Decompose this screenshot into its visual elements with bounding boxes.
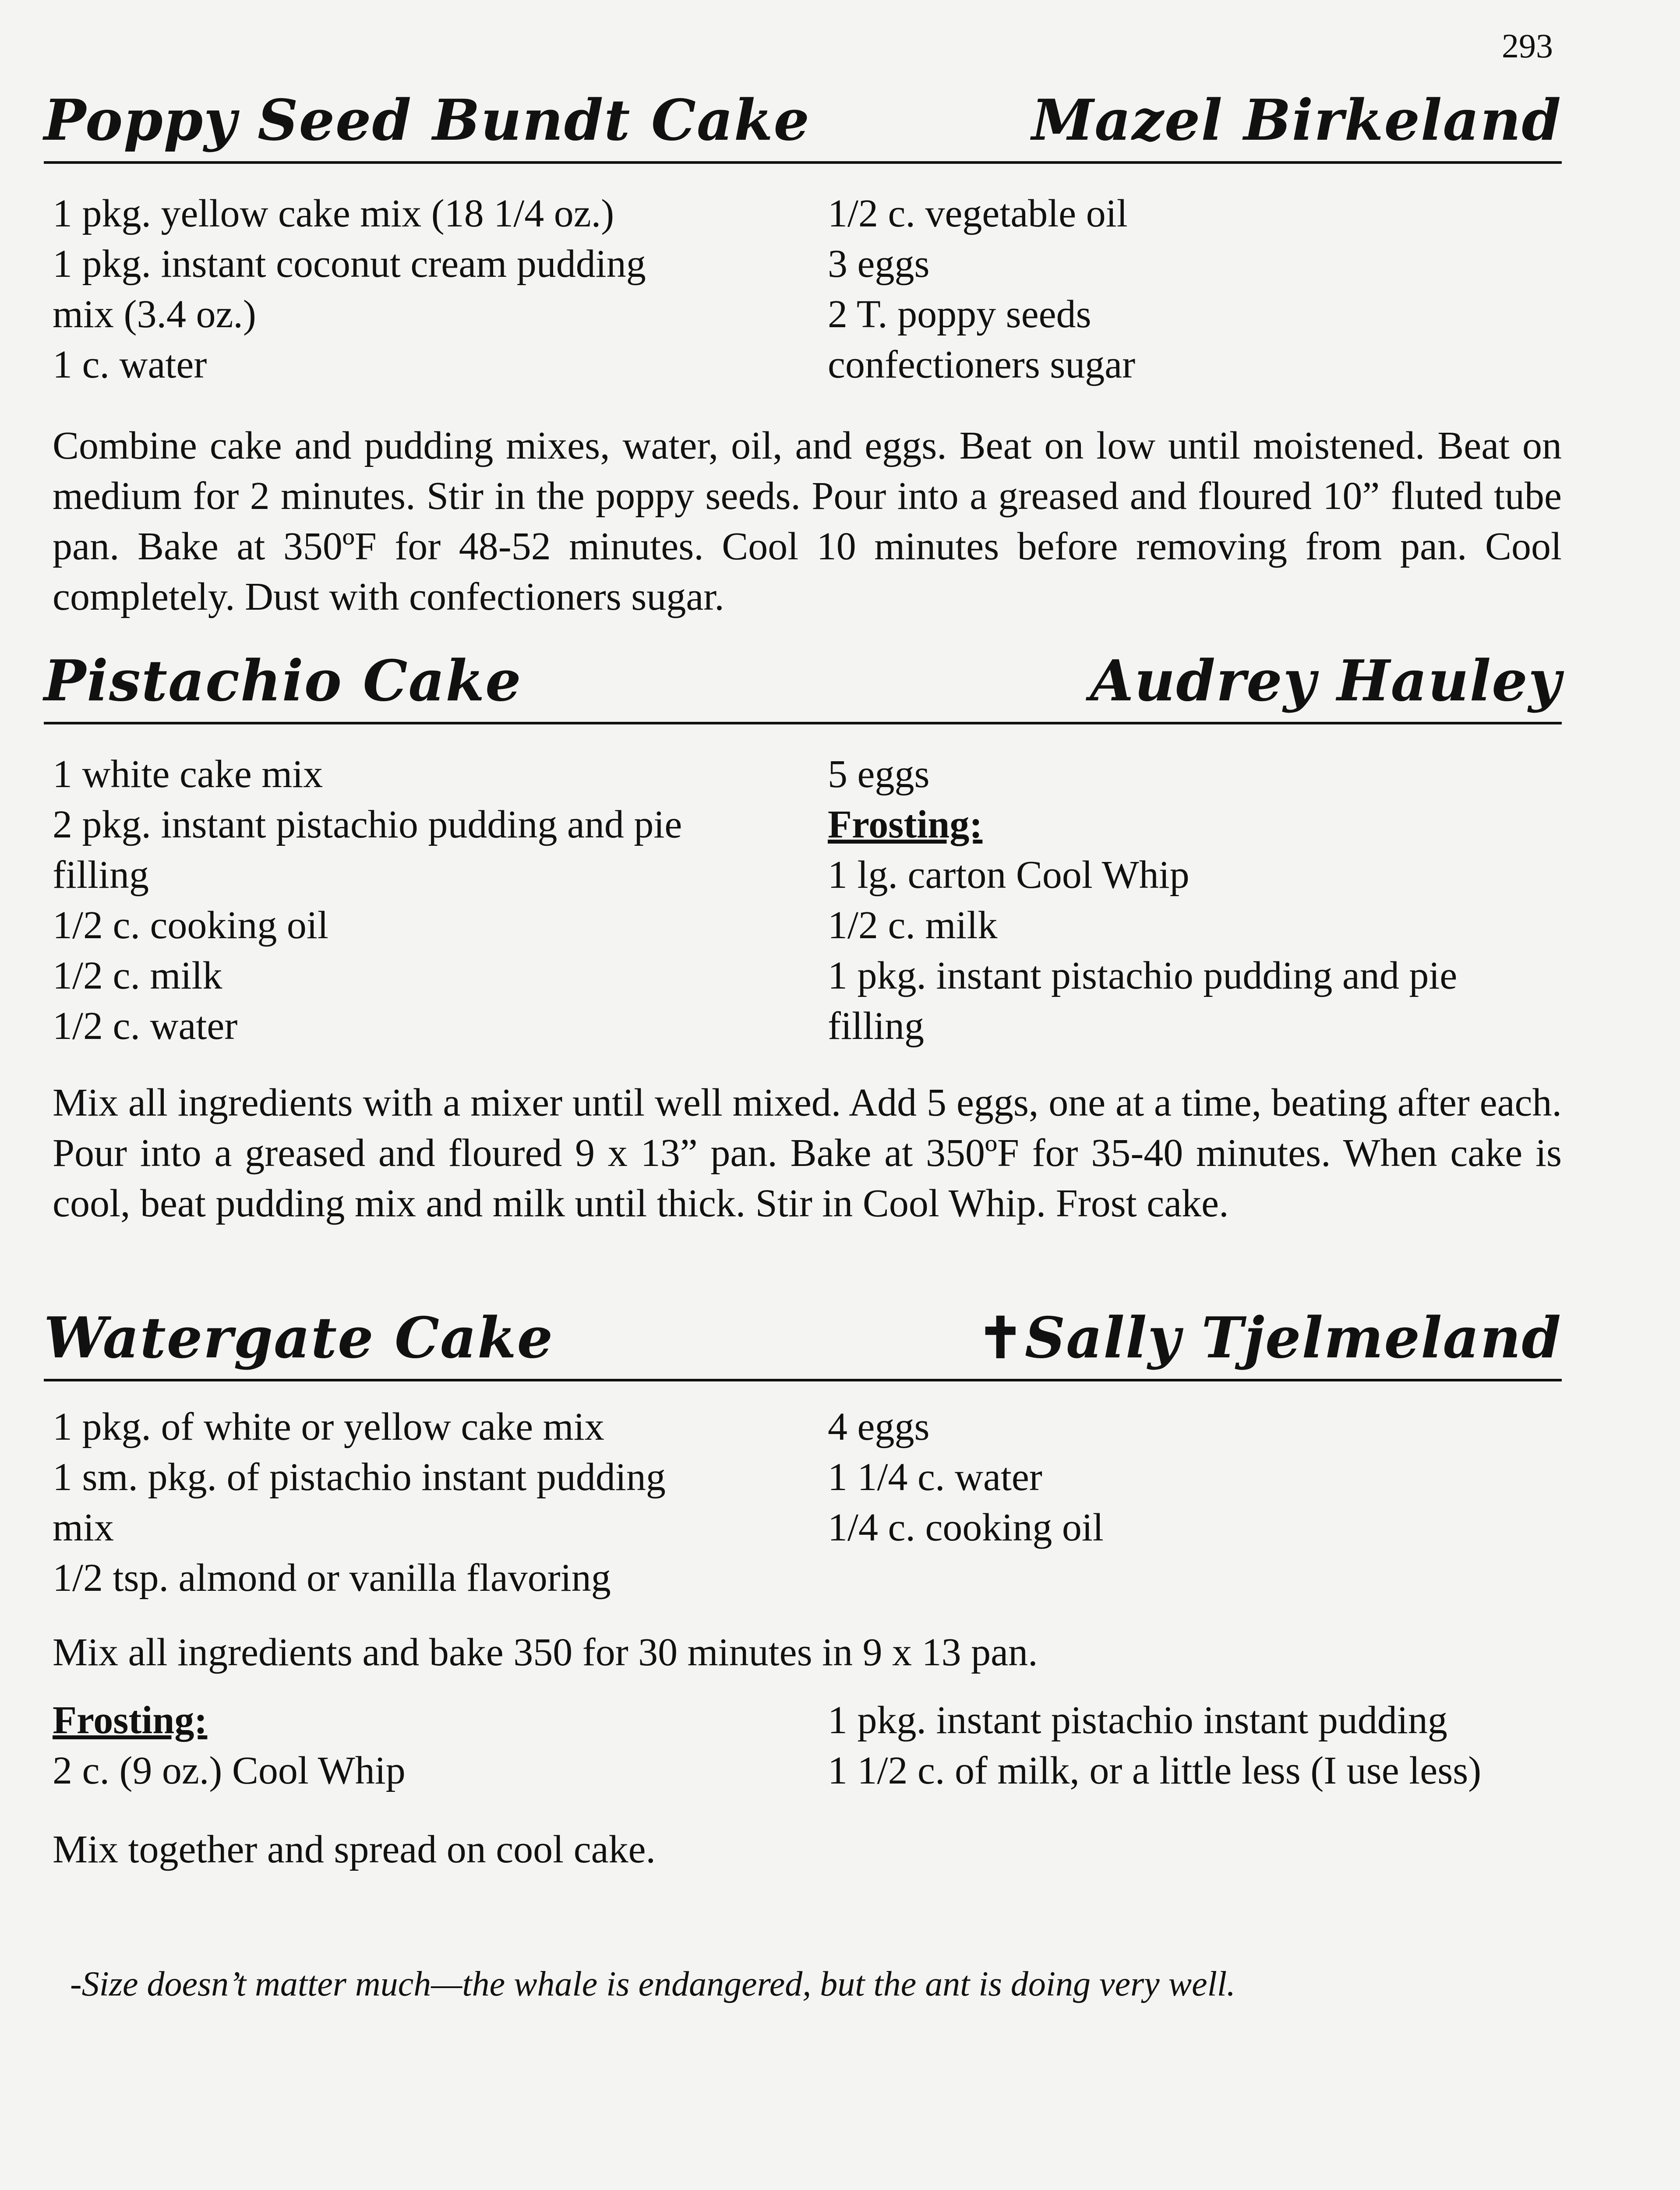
frosting-watergate — [53, 1695, 1562, 1796]
ingredient: 1 white cake mix — [53, 752, 323, 796]
ingredient: mix — [53, 1506, 114, 1549]
recipe-author: Sally Tjelmeland — [1024, 1305, 1562, 1371]
ingredient: 1 pkg. instant coconut cream pudding — [53, 242, 646, 286]
ingredient: 1/2 c. water — [53, 1004, 238, 1048]
recipe-directions: Combine cake and pudding mixes, water, oil, and eggs. Beat on low until moistened. Beat on medium for 2 minutes. Stir in the poppy seeds. Pour into a greased and floured 10” fluted tube pan. Bake at 350ºF for 48-52 minutes. Cool 10 minutes before removing from pan. Cool completely. Dust with confectioners sugar. — [53, 424, 1562, 618]
ingredient: 1 lg. carton Cool Whip — [828, 853, 1189, 897]
ingredients-left — [53, 188, 828, 390]
ingredient: 1/2 tsp. almond or vanilla flavoring — [53, 1556, 611, 1600]
ingredient: 2 pkg. instant pistachio pudding and pie — [53, 803, 682, 846]
ingredient: 1 pkg. of white or yellow cake mix — [53, 1405, 604, 1448]
frosting-label: Frosting: — [828, 803, 983, 846]
ingredients-pistachio — [53, 749, 1562, 1051]
ingredient: 1 c. water — [53, 343, 207, 386]
recipe-author: Audrey Hauley — [1090, 648, 1562, 714]
ingredient: 2 c. (9 oz.) Cool Whip — [53, 1749, 406, 1792]
frosting-left — [53, 1695, 828, 1796]
frosting-directions: Mix together and spread on cool cake. — [53, 1828, 656, 1871]
recipe-title: Watergate Cake — [44, 1305, 554, 1371]
ingredient: confectioners sugar — [828, 343, 1136, 386]
ingredient: 1 1/2 c. of milk, or a little less (I use less) — [828, 1749, 1482, 1792]
ingredients-left — [53, 1402, 828, 1603]
recipe-header-poppy-seed — [44, 88, 1562, 164]
recipe-directions: Mix all ingredients with a mixer until well mixed. Add 5 eggs, one at a time, beating after each. Pour into a greased and floured 9 x 13” pan. Bake at 350ºF for 35-40 minutes. When cake is cool, beat pudding mix and milk until thick. Stir in Cool Whip. Frost cake. — [53, 1081, 1562, 1225]
recipe-title: Pistachio Cake — [44, 648, 522, 714]
page-number: 293 — [1502, 27, 1553, 65]
ingredient: 2 T. poppy seeds — [828, 293, 1091, 336]
recipe-author-block — [977, 1305, 1562, 1371]
ingredient: filling — [53, 853, 149, 897]
ingredients-left — [53, 749, 828, 1051]
ingredient: 4 eggs — [828, 1405, 930, 1448]
ingredient: 3 eggs — [828, 242, 930, 286]
recipe-header-watergate — [44, 1305, 1562, 1381]
recipe-header-pistachio — [44, 648, 1562, 724]
recipe-author: Mazel Birkeland — [1031, 88, 1562, 153]
ingredient: 1 pkg. instant pistachio pudding and pie — [828, 954, 1458, 997]
ingredients-right — [828, 749, 1562, 1051]
ingredient: 5 eggs — [828, 752, 930, 796]
ingredient: 1 pkg. yellow cake mix (18 1/4 oz.) — [53, 192, 614, 235]
recipe-title: Poppy Seed Bundt Cake — [44, 88, 810, 153]
ingredients-right — [828, 1402, 1562, 1603]
ingredient: 1/4 c. cooking oil — [828, 1506, 1104, 1549]
ingredient: 1/2 c. milk — [53, 954, 222, 997]
ingredient: 1 1/4 c. water — [828, 1455, 1042, 1499]
frosting-right — [828, 1695, 1562, 1796]
recipe-directions: Mix all ingredients and bake 350 for 30 minutes in 9 x 13 pan. — [53, 1631, 1038, 1674]
ingredient: 1 pkg. instant pistachio instant pudding — [828, 1699, 1447, 1742]
ingredient: 1/2 c. milk — [828, 904, 998, 947]
filler-quote: -Size doesn’t matter much—the whale is endangered, but the ant is doing very well. — [70, 1965, 1236, 2003]
frosting-label: Frosting: — [53, 1699, 208, 1742]
ingredients-watergate — [53, 1402, 1562, 1603]
memorial-cross-icon: ✝ — [977, 1305, 1025, 1371]
ingredient: mix (3.4 oz.) — [53, 293, 256, 336]
ingredients-right — [828, 188, 1562, 390]
ingredient: 1/2 c. vegetable oil — [828, 192, 1128, 235]
ingredient: 1 sm. pkg. of pistachio instant pudding — [53, 1455, 666, 1499]
ingredient: 1/2 c. cooking oil — [53, 904, 328, 947]
ingredient: filling — [828, 1004, 924, 1048]
ingredients-poppy-seed — [53, 188, 1562, 390]
